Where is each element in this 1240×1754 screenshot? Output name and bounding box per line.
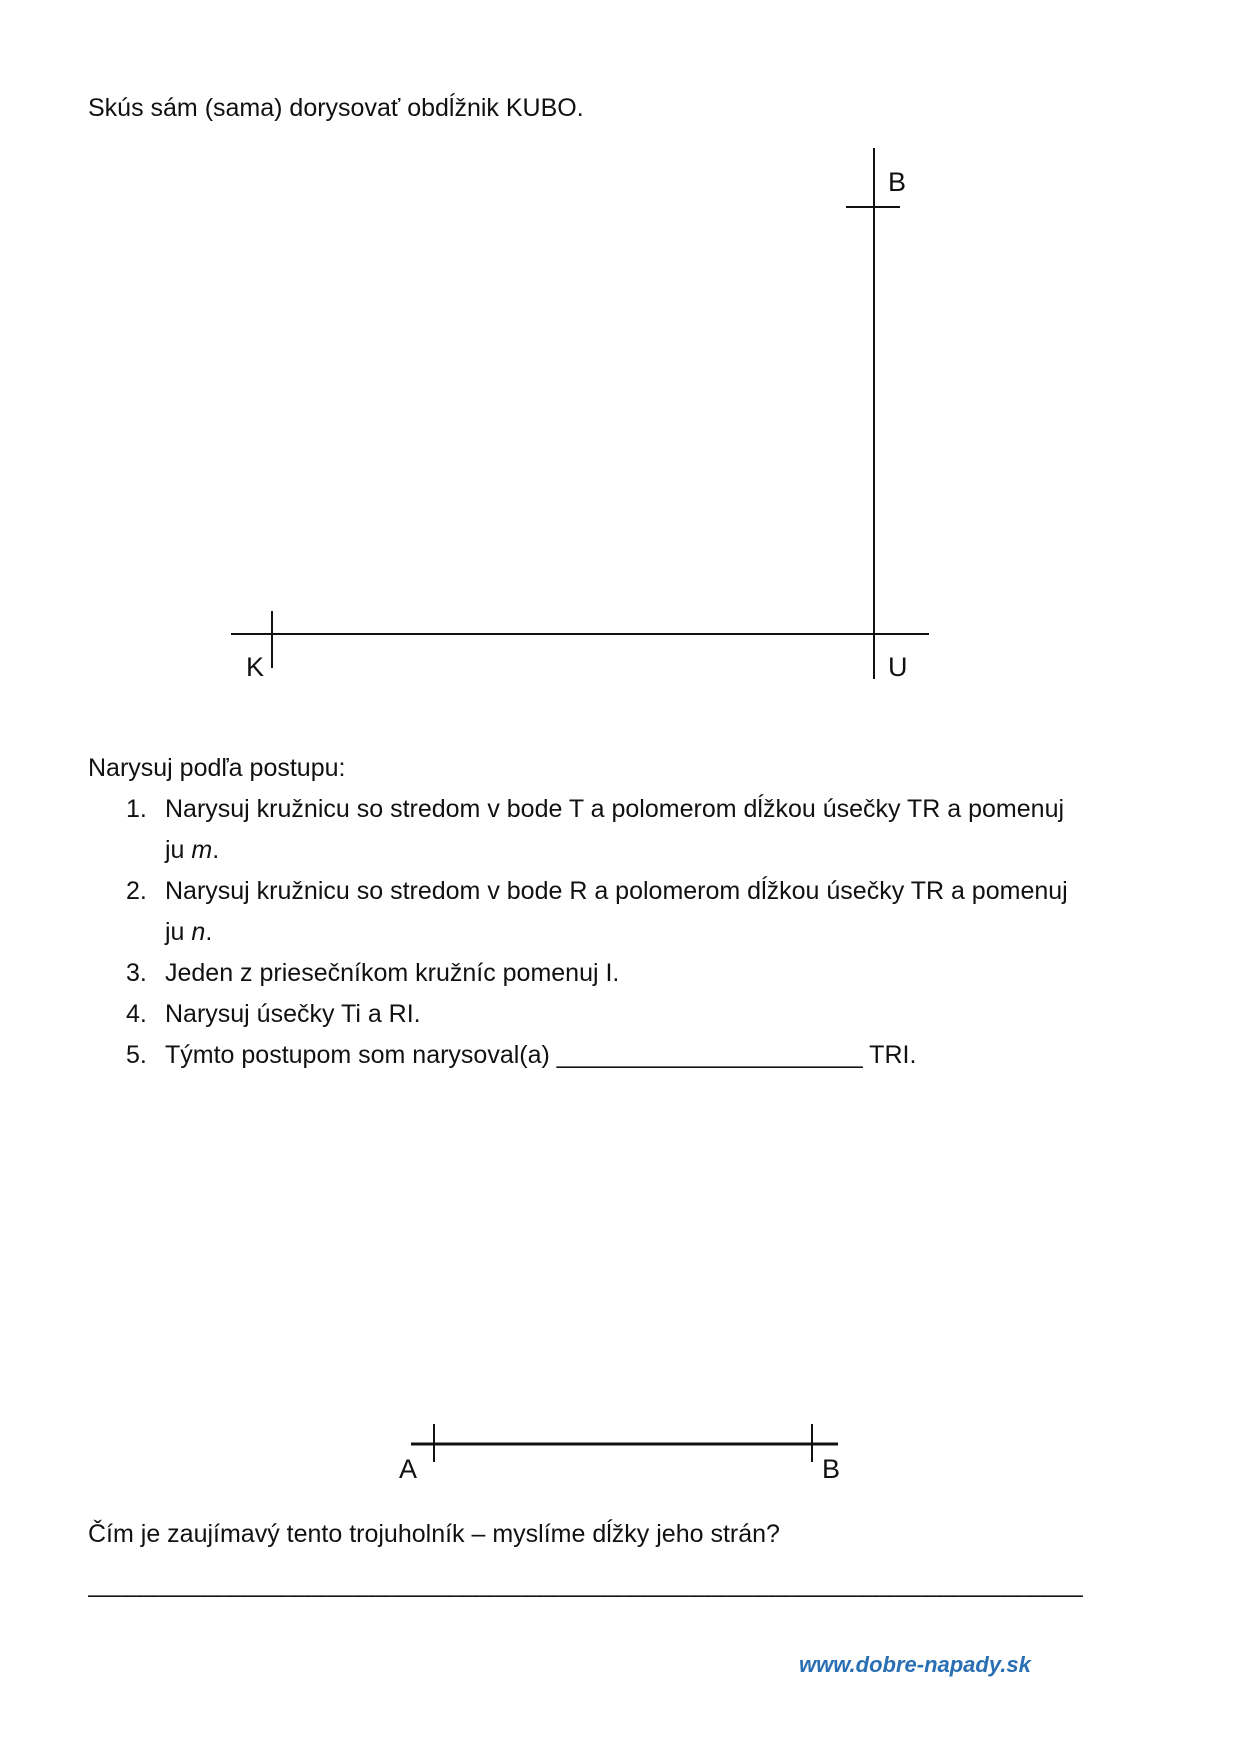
label-a: A — [399, 1454, 418, 1484]
label-b: B — [888, 167, 907, 197]
circle-variable: n — [191, 918, 206, 946]
step-number: 5. — [126, 1041, 147, 1069]
footer-url[interactable]: www.dobre-napady.sk — [799, 1652, 1031, 1677]
step-text: . — [205, 918, 213, 946]
instruction-kubo: Skús sám (sama) dorysovať obdĺžnik KUBO. — [88, 94, 584, 122]
step-text: . — [212, 836, 220, 864]
step-text: Narysuj kružnicu so stredom v bode R a polomerom dĺžkou úsečky TR a pomenuj — [165, 877, 1068, 905]
step-text: Jeden z priesečníkom kružníc pomenuj I. — [165, 959, 620, 987]
step-number: 1. — [126, 795, 147, 823]
label-k: K — [246, 652, 265, 682]
step-text: Týmto postupom som narysoval(a) ______________________ TRI. — [165, 1041, 917, 1069]
circle-variable: m — [191, 836, 213, 864]
label-b-segment: B — [822, 1454, 841, 1484]
step-text: ju — [165, 918, 192, 946]
step-number: 4. — [126, 1000, 147, 1028]
step-number: 3. — [126, 959, 147, 987]
step-text: ju — [165, 836, 192, 864]
procedure-heading: Narysuj podľa postupu: — [88, 754, 346, 782]
step-number: 2. — [126, 877, 147, 905]
triangle-question: Čím je zaujímavý tento trojuholník – myslíme dĺžky jeho strán? — [88, 1520, 780, 1548]
answer-line: _____________________________________________________________________________ — [88, 1572, 1082, 1597]
label-u: U — [888, 652, 908, 682]
step-text: Narysuj úsečky Ti a RI. — [165, 1000, 421, 1028]
step-text: Narysuj kružnicu so stredom v bode T a polomerom dĺžkou úsečky TR a pomenuj — [165, 795, 1065, 823]
